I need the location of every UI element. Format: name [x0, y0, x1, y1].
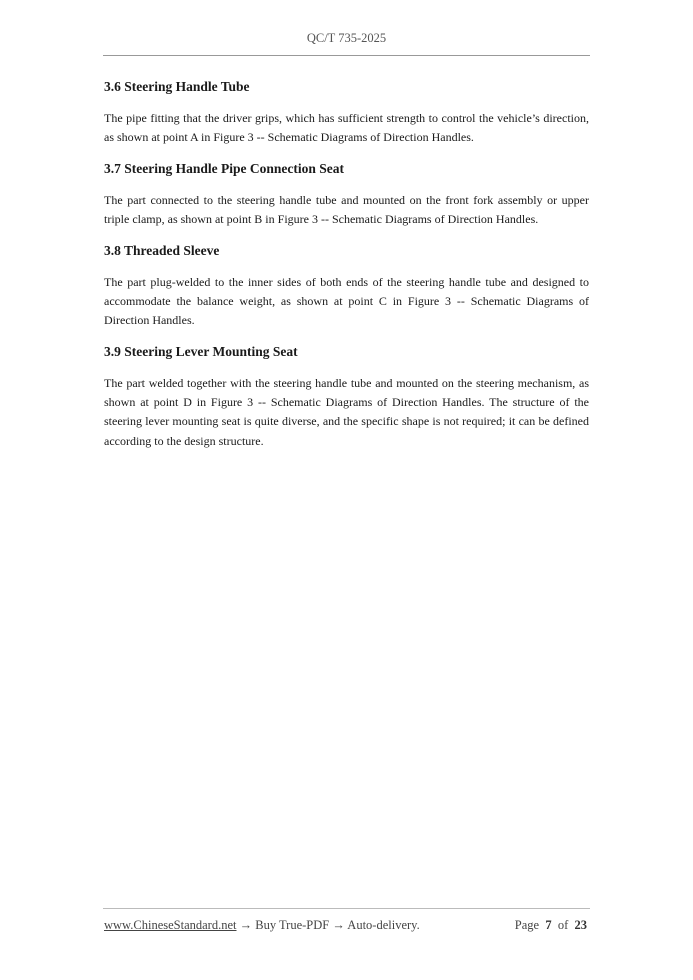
section-3-9 — [104, 343, 589, 451]
page-label: Page — [514, 918, 540, 932]
section-3-7 — [104, 160, 589, 229]
section-heading: 3.9 Steering Lever Mounting Seat — [104, 344, 298, 359]
section-heading: 3.7 Steering Handle Pipe Connection Seat — [104, 161, 344, 176]
total-pages: 23 — [574, 918, 587, 932]
page-number — [515, 918, 587, 933]
section-text: The pipe fitting that the driver grips, which has sufficient strength to control the vehicle’s direction, as shown at point A in Figure 3 -- Schematic Diagrams of Direction Handles. — [104, 111, 589, 145]
section-heading: 3.6 Steering Handle Tube — [104, 79, 250, 94]
footer — [104, 918, 587, 933]
of-label: of — [557, 918, 569, 932]
footer-divider — [103, 908, 590, 909]
section-text: The part plug-welded to the inner sides of both ends of the steering handle tube and designed to accommodate the balance weight, as shown at point C in Figure 3 -- Schematic Diagrams of Direction Handles. — [104, 275, 589, 328]
section-heading: 3.8 Threaded Sleeve — [104, 243, 220, 258]
section-3-8 — [104, 242, 589, 331]
promo-text: → Buy True-PDF → Auto-delivery. — [236, 918, 420, 932]
header-divider — [103, 55, 590, 56]
document-code-header: QC/T 735-2025 — [306, 31, 387, 45]
current-page: 7 — [545, 918, 552, 932]
section-text: The part welded together with the steering handle tube and mounted on the steering mechanism, as shown at point D in Figure 3 -- Schematic Diagrams of Direction Handles. The structure of the steering lever mounting seat is quite diverse, and the specific shape is not required; it can be defined according to the design structure. — [104, 376, 589, 448]
website-link[interactable]: www.ChineseStandard.net — [104, 918, 237, 932]
section-3-6 — [104, 78, 589, 147]
section-text: The part connected to the steering handle tube and mounted on the front fork assembly or upper triple clamp, as shown at point B in Figure 3 -- Schematic Diagrams of Direction Handles. — [104, 193, 589, 227]
footer-promo — [104, 918, 420, 933]
